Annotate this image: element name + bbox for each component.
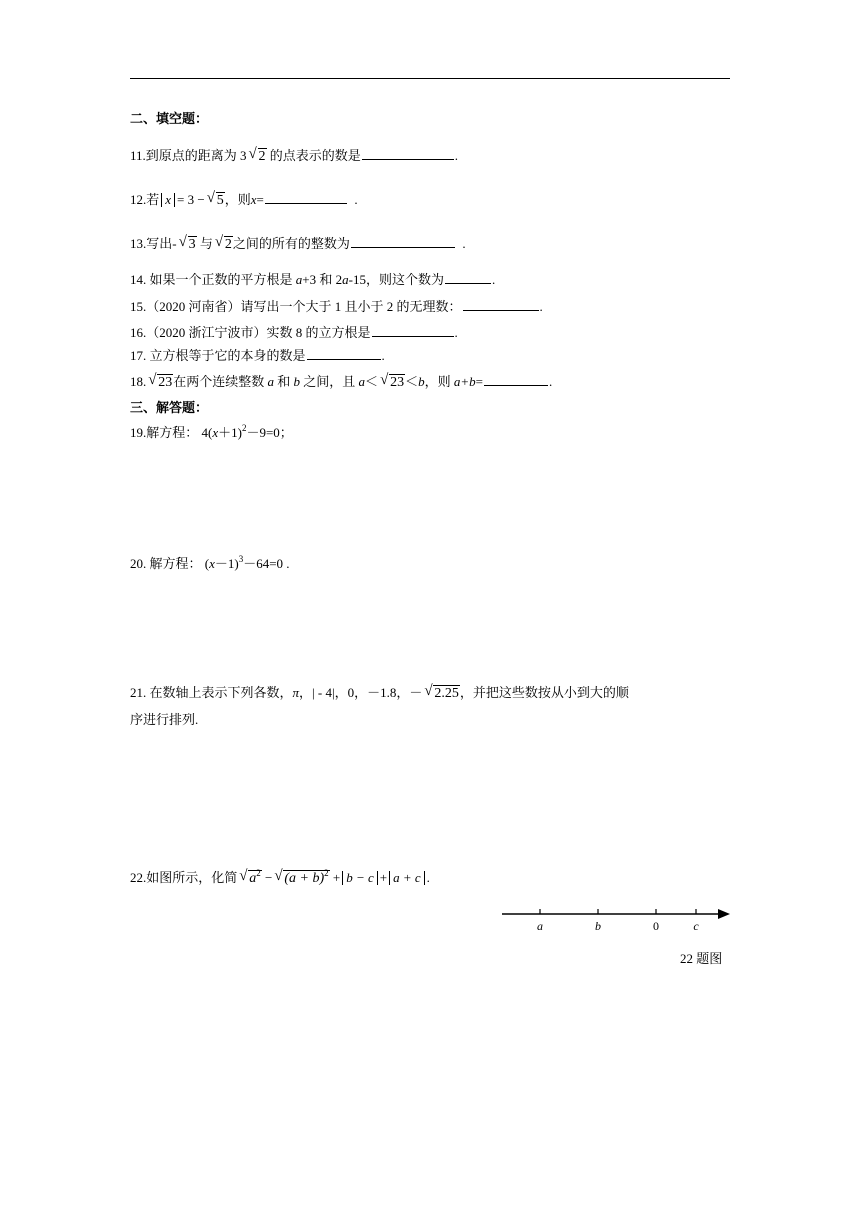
question-21: 21. 在数轴上表示下列各数，π，| - 4|，0，－1.8，－ √ 2.25，并把这些数按从小到大的顺	[130, 683, 629, 701]
sqrt-23: √ 23	[148, 372, 173, 390]
question-18: 18. √ 23在两个连续整数 a 和 b 之间，且 a＜ √ 23＜b，则 a+b= .	[130, 372, 553, 390]
question-20: 20. 解方程： $(x-1)^3-64=0$ .	[130, 554, 290, 571]
sqrt-a-plus-b-squared: √ $(a + b)^2$	[274, 868, 329, 886]
question-17: 17. 立方根等于它的本身的数是 .	[130, 348, 385, 363]
answer-blank-14[interactable]	[445, 270, 491, 284]
sqrt-3: √ 3	[178, 234, 196, 252]
question-14: 14. 如果一个正数的平方根是 a+3 和 2a-15，则这个数为 .	[130, 272, 496, 287]
question-15: 15.（2020 河南省）请写出一个大于 1 且小于 2 的无理数： .	[130, 299, 543, 314]
number-line-figure	[500, 904, 732, 934]
number-line	[500, 904, 732, 934]
label-a: a	[537, 919, 543, 933]
sqrt-2-25: √ 2.25	[424, 683, 459, 701]
answer-blank-17[interactable]	[307, 346, 381, 360]
sqrt-2: √ 2	[214, 234, 232, 252]
label-b: b	[595, 919, 601, 933]
question-11: 11.到原点的距离为 3 √ 2 的点表示的数是 .	[130, 146, 459, 164]
absolute-value: x	[161, 193, 175, 207]
answer-blank-12[interactable]	[265, 190, 347, 204]
question-19: 19.解方程： $4(x+1)^2-9=0$；	[130, 423, 293, 440]
question-21-line-2: 序进行排列.	[130, 712, 199, 727]
section-solve-title: 三、解答题：	[130, 400, 209, 415]
absolute-a-plus-c: a + c	[389, 871, 425, 885]
question-22: 22.如图所示，化简 √ $a^2$ − √ $(a + b)^2 + b - c + a + c$ .	[130, 868, 430, 886]
sqrt-5: √ 5	[206, 190, 224, 208]
answer-blank-18[interactable]	[484, 372, 548, 386]
arrow-head-icon	[718, 909, 730, 919]
answer-blank-13[interactable]	[351, 234, 455, 248]
label-0: 0	[653, 919, 659, 933]
absolute-b-minus-c: b − c	[342, 871, 378, 885]
figure-caption: 22 题图	[680, 951, 723, 966]
section-fill-blank-title: 二、填空题：	[130, 111, 209, 126]
sqrt-23: √ 23	[380, 372, 405, 390]
sqrt-a-squared: √ $a^2$	[239, 868, 261, 886]
question-13: 13.写出- √ 3 与 √ 2之间的所有的整数为 .	[130, 234, 466, 252]
label-c: c	[693, 919, 699, 933]
answer-blank-11[interactable]	[362, 146, 454, 160]
header-rule	[130, 78, 730, 79]
answer-blank-15[interactable]	[463, 297, 539, 311]
question-12: 12.若 x = 3 − √ 5，则x= .	[130, 190, 358, 208]
question-16: 16.（2020 浙江宁波市）实数 8 的立方根是 .	[130, 325, 458, 340]
answer-blank-16[interactable]	[372, 323, 454, 337]
sqrt-2: √ 2	[248, 146, 266, 164]
